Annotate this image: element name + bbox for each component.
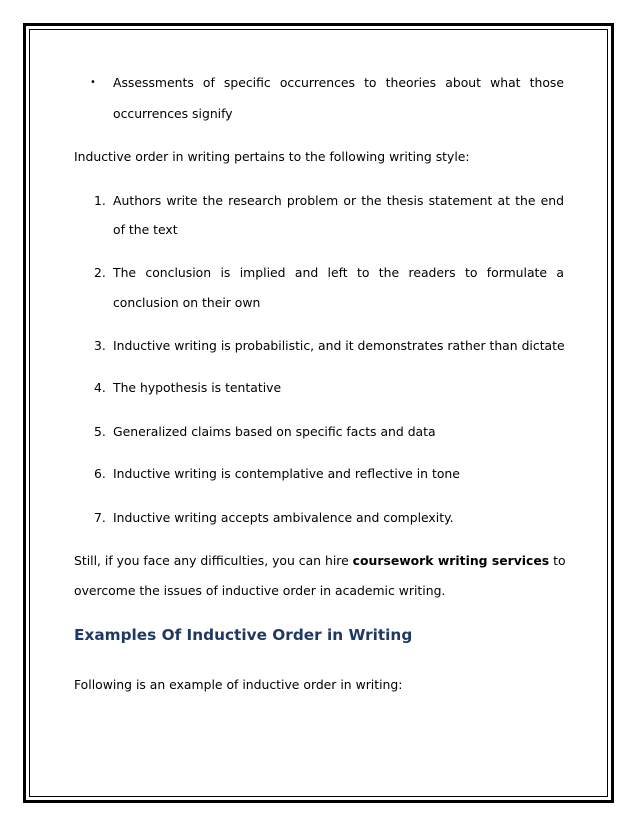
closing-text-post: to (549, 553, 566, 568)
list-item-number: 1. (94, 193, 106, 208)
bullet-item-line-2: occurrences signify (113, 106, 233, 121)
closing-text-pre: Still, if you face any difficulties, you can hire (74, 553, 353, 568)
intro-paragraph: Inductive order in writing pertains to the following writing style: (74, 149, 470, 164)
closing-paragraph-line-2: overcome the issues of inductive order in academic writing. (74, 583, 446, 598)
list-item-number: 3. (94, 338, 106, 353)
list-item-number: 6. (94, 466, 106, 481)
list-item-number: 4. (94, 380, 106, 395)
list-item-line-1: Authors write the research problem or the thesis statement at the end (113, 193, 564, 208)
list-item-line-1: Inductive writing accepts ambivalence and complexity. (113, 510, 454, 525)
list-item-line-2: conclusion on their own (113, 295, 261, 310)
closing-paragraph-line-1 (74, 553, 564, 569)
list-item-number: 5. (94, 424, 106, 439)
coursework-services-link[interactable]: coursework writing services (352, 553, 550, 568)
list-item-line-1: Inductive writing is probabilistic, and it demonstrates rather than dictate (113, 338, 565, 353)
bullet-marker: • (90, 77, 96, 88)
section-heading: Examples Of Inductive Order in Writing (74, 626, 413, 644)
list-item-number: 2. (94, 265, 106, 280)
list-item-line-1: Inductive writing is contemplative and reflective in tone (113, 466, 460, 481)
list-item-line-2: of the text (113, 222, 178, 237)
list-item-line-1: The hypothesis is tentative (113, 380, 282, 395)
list-item-line-1: Generalized claims based on specific facts and data (113, 424, 436, 439)
list-item-number: 7. (94, 510, 106, 525)
example-intro: Following is an example of inductive order in writing: (74, 677, 403, 692)
bullet-item-line-1: Assessments of specific occurrences to theories about what those (113, 75, 564, 90)
list-item-line-1: The conclusion is implied and left to the readers to formulate a (113, 265, 564, 280)
